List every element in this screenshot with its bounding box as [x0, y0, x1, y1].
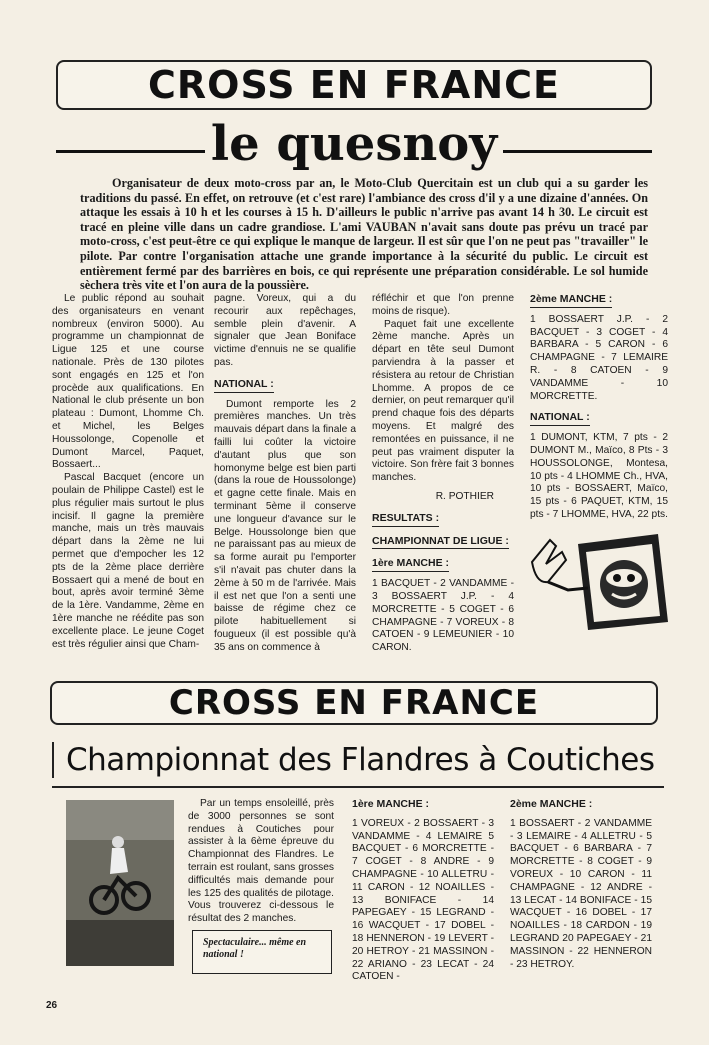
coutiches-manche1-heading: 1ère MANCHE : [352, 798, 430, 810]
national-results: 1 DUMONT, KTM, 7 pts - 2 DUMONT M., Maïco, 8 Pts - 3 HOUSSOLONGE, Montesa, 10 pts - 4 LHOMME Ch., HVA, 10 pts - BOSSAERT, Maïco, 15 pts - 6 PAQUET, KTM, 15 pts - 7 LHOMME, HVA, 22 pts. [530, 432, 668, 520]
intro-paragraph: Organisateur de deux moto-cross par an, le Moto-Club Quercitain est un club qui a su garder les traditions du passé. En effet, on retrouve (et c'est rare) l'ambiance des cross d'il y a une dizaine d'années. On attaque les essais à 10 h et les courses à 15 h. D'ailleurs le public n'arrive pas avant 14 h 30. Le circuit est tracé en pleine ville dans un cadre grandiose. L'ami VAUBAN n'avait sans doute pas prévu un tracé par moto-cross, c'est peut-être ce qui explique le manque de largeur. Il est sûr que l'on ne peut pas "travailler" le pilote. Par contre l'organisation attache une grande importance à la sécurité du public. Le circuit est entièrement fermé par des barrières en bois, ce qui représente une préparation considérable. Le sol humide sèchera très vite et l'on aura de la poussière. [80, 176, 648, 293]
place-title-row [56, 116, 652, 172]
resultats-heading: RESULTATS : [372, 512, 439, 527]
title-rule-right [503, 150, 652, 153]
article-column-1 [52, 293, 204, 651]
intro-block [80, 176, 648, 293]
article-column-3 [372, 293, 514, 655]
page-number: 26 [46, 1000, 58, 1011]
banner-cross-en-france-top [56, 60, 652, 110]
coutiches-manche1-column [352, 798, 494, 984]
banner-cross-en-france-bottom [50, 681, 658, 725]
banner-title: CROSS EN FRANCE [148, 63, 560, 107]
article-column-4 [530, 293, 668, 522]
coutiches-manche2-heading: 2ème MANCHE : [510, 798, 593, 810]
photo-caption: Spectaculaire... même en national ! [192, 930, 332, 974]
col3-paragraph-2: Paquet fait une excellente 2ème manche. Après un départ en tête seul Dumont parviendra à la passer et résistera au retour de Christian Lhomme. A propos de ce dernier, on peut remarquer qu'il prend chaque fois des départs moyens. Et malgré des remontées en puissance, il ne peut pas vraiment disputer la victoire. Son frère fait 3 bonnes manches. [372, 318, 514, 484]
championnat-ligue-heading: CHAMPIONNAT DE LIGUE : [372, 535, 509, 550]
col1-paragraph-2: Pascal Bacquet (encore un poulain de Philippe Castel) est le plus régulier mais surtout le plus incisif. Il gagne la première manche, mais un très mauvais départ dans la 2ème ne lui permet que d'empocher les 12 pts de la 2ème place derrière Bossaert qui a mené de bout en bout, après avoir terminé 3ème de la 1ère. Vandamme, 2ème en 1ère manche ne réédite pas son excellente place. Le jeune Coget est très régulier ainsi que Cham- [52, 472, 204, 650]
coutiches-intro-block [188, 798, 334, 926]
article-column-2 [214, 293, 356, 655]
cartoon-rider-illustration [528, 532, 670, 632]
col3-paragraph-1: réfléchir et que l'on prenne moins de risque). [372, 293, 514, 317]
coutiches-manche1-results: 1 VOREUX - 2 BOSSAERT - 3 VANDAMME - 4 LEMAIRE 5 BACQUET - 6 MORCRETTE - 7 COGET - 8 ANDRE - 9 CHAMPAGNE - 10 ALLETRU - 11 CARON - 12 NOAILLES - 13 BONIFACE - 14 PAPEGAEY - 15 LEGRAND - 16 WACQUET - 17 DOBEL - 18 HENNERON - 19 LEVERT - 20 HETROY - 21 MASSINON - 22 ARIANO - 23 LECAT - 24 CATOEN - [352, 817, 494, 983]
ligue-manche2-heading: 2ème MANCHE : [530, 293, 612, 308]
banner-title: CROSS EN FRANCE [168, 683, 540, 723]
place-title: le quesnoy [210, 116, 498, 172]
national-heading: NATIONAL : [214, 378, 274, 393]
motocross-photo [66, 800, 174, 966]
coutiches-intro: Par un temps ensoleillé, près de 3000 personnes se sont rendues à Coutiches pour assister à la 6ème épreuve du Championnat des Flandres. Le terrain est roulant, sans grosses difficultés mais demande pour les 125 des qualités de pilotage. Vous trouverez ci-dessous le résultat des 2 manches. [188, 798, 334, 925]
col1-paragraph-1: Le public répond au souhait des organisateurs en venant nombreux (environ 5000). Au programme un championnat de Ligue 125 et une course nationale. Près de 130 pilotes sont engagés en 125 et l'on procède aux qualifications. En National le club présente un bon plateau : Dumont, Lhomme Ch. et Michel, les Belges Houssolonge, Copenolle et Dumont Marcel, Paquet, Bossaert... [52, 293, 204, 471]
title-rule-left [56, 150, 205, 153]
national-results-heading: NATIONAL : [530, 411, 590, 426]
ligue-manche1-heading: 1ère MANCHE : [372, 557, 449, 572]
coutiches-manche2-column [510, 798, 652, 971]
coutiches-title: Championnat des Flandres à Coutiches [52, 742, 666, 778]
coutiches-manche2-results: 1 BOSSAERT - 2 VANDAMME - 3 LEMAIRE - 4 ALLETRU - 5 BACQUET - 6 BARBARA - 7 MORCRETTE - 8 COGET - 9 VOREUX - 10 CARON - 11 CHAMPAGNE - 12 ANDRE - 13 LECAT - 14 BONIFACE - 15 WACQUET - 16 DOBEL - 17 NOAILLES - 18 CARDON - 19 LEGRAND 20 PAPEGAEY - 21 MASSINON - 22 HENNERON - 23 HETROY. [510, 817, 652, 970]
ligue-manche2-results: 1 BOSSAERT J.P. - 2 BACQUET - 3 COGET - 4 BARBARA - 5 CARON - 6 CHAMPAGNE - 7 LEMAIRE R. - 8 CATOEN - 9 VANDAMME - 10 MORCRETTE. [530, 313, 668, 402]
author-signature: R. POTHIER [435, 490, 494, 502]
title-underline [52, 786, 664, 788]
col2-paragraph-1: pagne. Voreux, qui a du recourir aux repêchages, semble plein d'avenir. A signaler que Jean Boniface victime d'ennuis ne se qualifie pas. [214, 293, 356, 368]
ligue-manche1-results: 1 BACQUET - 2 VANDAMME - 3 BOSSAERT J.P. - 4 MORCRETTE - 5 COGET - 6 CHAMPAGNE - 7 VOREUX - 8 CATOEN - 9 LEMEUNIER - 10 CARON. [372, 578, 514, 654]
col2-paragraph-2: Dumont remporte les 2 premières manches. Un très mauvais départ dans la finale a failli lui coûter la victoire d'autant plus que son homonyme belge est bien parti (dans la roue de Houssolonge) et gagne cette finale. Mais en terminant 5ème il conserve une longueur d'avance sur le Belge. Houssolonge bien que ne paraissant pas au mieux de sa forme aurait pu l'emporter s'il n'avait pas chuter dans la 2ème à 50 m de l'arrivée. Mais il est net que l'on a senti une baisse de régime chez ce pilote habituellement si fougueux (il est possible qu'à 35 ans on commence à [214, 398, 356, 653]
